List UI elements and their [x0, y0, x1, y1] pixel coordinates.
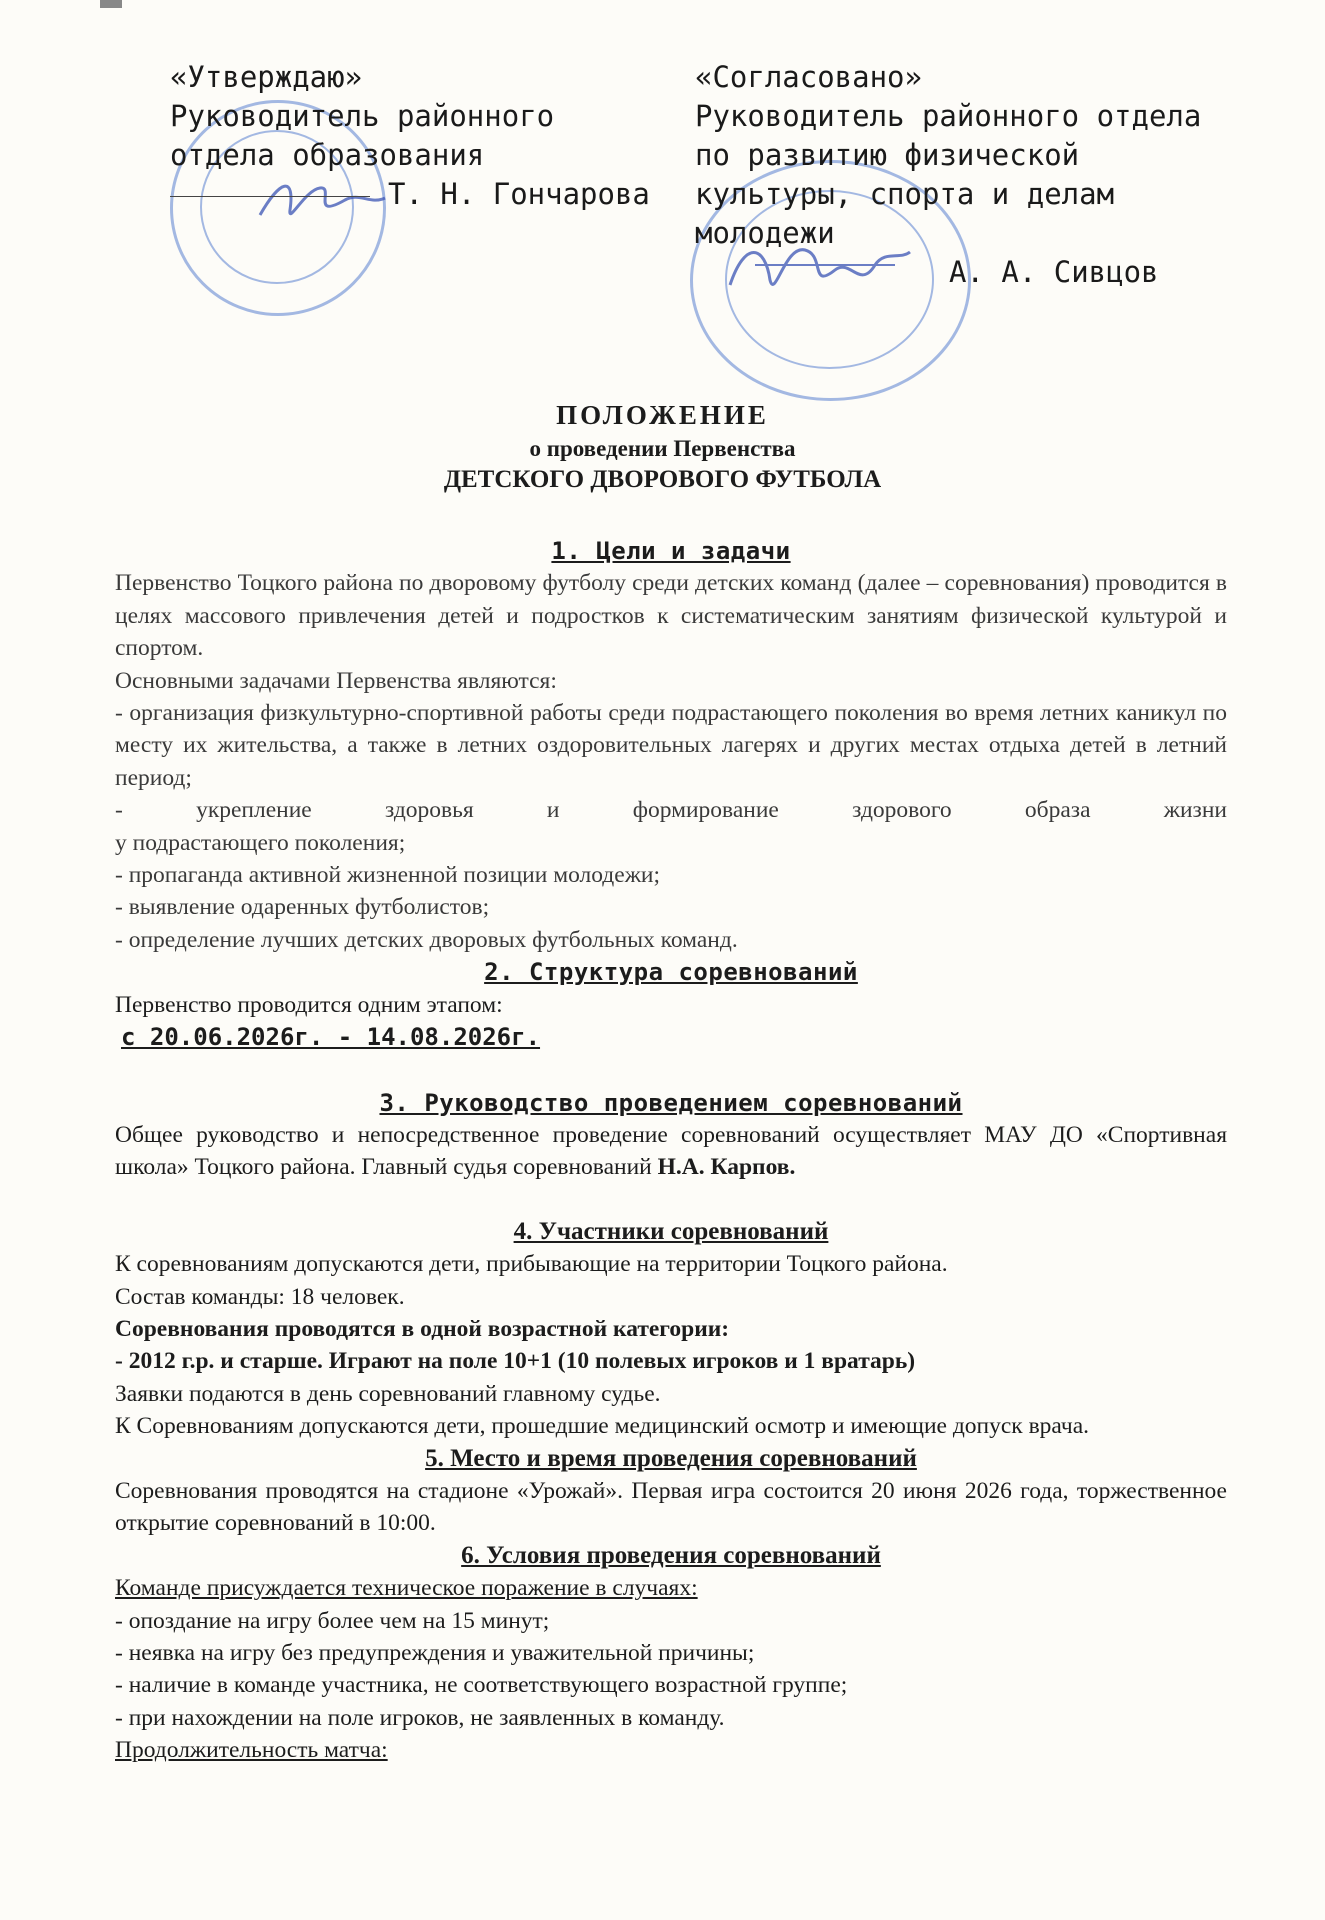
section-6-item-4: - при нахождении на поле игроков, не заявленных в команду.: [115, 1704, 725, 1731]
section-1-heading: 1. Цели и задачи: [551, 537, 791, 565]
section-2-heading: 2. Структура соревнований: [484, 958, 858, 987]
approve-department: отдела образования: [170, 138, 485, 172]
section-1-item-3: - пропаганда активной жизненной позиции молодежи;: [115, 862, 661, 889]
section-4-heading: 4. Участники соревнований: [513, 1217, 829, 1245]
approve-name: Т. Н. Гончарова: [388, 177, 650, 211]
agree-department-3: молодежи: [695, 216, 835, 250]
document-title: ПОЛОЖЕНИЕ: [556, 400, 769, 430]
section-5-text: Соревнования проводятся на стадионе «Урожай». Первая игра состоится 20 июня 2026 года, торжественное открытие соревнований в 10:00.: [115, 1477, 1227, 1537]
agree-department-2: культуры, спорта и делам: [695, 177, 1115, 211]
section-6-item-2: - неявка на игру без предупреждения и уважительной причины;: [115, 1640, 755, 1666]
section-3-text: Общее руководство и непосредственное проведение соревнований осуществляет МАУ ДО «Спортивная школа» Тоцкого района. Главный судья соревнований: [115, 1121, 1227, 1181]
approve-position: Руководитель районного: [170, 99, 555, 133]
scan-mark: [100, 0, 122, 8]
section-4-line-1: К соревнованиям допускаются дети, прибывающие на территории Тоцкого района.: [115, 1251, 948, 1278]
section-1-item-2b: у подрастающего поколения;: [115, 829, 406, 856]
section-6-heading: 6. Условия проведения соревнований: [461, 1541, 881, 1569]
document-body: [115, 535, 1227, 1767]
document-subtitle-main: ДЕТСКОГО ДВОРОВОГО ФУТБОЛА: [443, 466, 882, 493]
spacer: [115, 1055, 1227, 1087]
approval-block-right: [695, 58, 1255, 292]
section-4-line-5: Заявки подаются в день соревнований главному судье.: [115, 1380, 661, 1407]
section-1-item-2a: - укрепление здоровья и формирование здорового образа жизни: [115, 797, 1227, 824]
section-1-item-4: - выявление одаренных футболистов;: [115, 894, 490, 921]
section-3-judge: Н.А. Карпов.: [657, 1154, 796, 1181]
section-6-duration: Продолжительность матча:: [115, 1737, 388, 1764]
agree-name: А. А. Сивцов: [949, 255, 1159, 289]
agree-position: Руководитель районного отдела: [695, 99, 1202, 133]
section-3-heading: 3. Руководство проведением соревнований: [379, 1088, 963, 1117]
section-4-line-4: - 2012 г.р. и старше. Играют на поле 10+1 (10 полевых игроков и 1 вратарь): [115, 1348, 916, 1375]
signature-line: [170, 195, 370, 197]
section-6-item-3: - наличие в команде участника, не соответствующего возрастной группе;: [115, 1672, 848, 1699]
section-6-label: Команде присуждается техническое поражение в случаях:: [115, 1575, 698, 1602]
section-1-intro: Первенство Тоцкого района по дворовому футболу среди детских команд (далее – соревнования) проводится в целях массового привлечения детей и подростков к систематическим занятиям физической культурой и спортом.: [115, 570, 1227, 662]
agree-department-1: по развитию физической: [695, 138, 1080, 172]
section-1-tasks-label: Основными задачами Первенства являются:: [115, 667, 557, 694]
section-6-item-1: - опоздание на игру более чем на 15 минут;: [115, 1607, 550, 1634]
section-1-item-5: - определение лучших детских дворовых футбольных команд.: [115, 926, 738, 953]
approval-block-left: [170, 58, 690, 214]
section-2-dates: с 20.06.2026г. - 14.08.2026г.: [121, 1023, 541, 1052]
section-1-item-1: - организация физкультурно-спортивной работы среди подрастающего поколения во время летних каникул по месту их жительства, а также в летних оздоровительных лагерях и других местах отдыха детей в летний период;: [115, 700, 1227, 791]
section-2-text: Первенство проводится одним этапом:: [115, 991, 503, 1018]
document-subtitle: о проведении Первенства: [529, 436, 796, 461]
section-5-heading: 5. Место и время проведения соревнований: [425, 1444, 917, 1472]
section-4-line-2: Состав команды: 18 человек.: [115, 1283, 405, 1310]
section-4-line-6: К Соревнованиям допускаются дети, прошедшие медицинский осмотр и имеющие допуск врача.: [115, 1413, 1090, 1440]
agree-title: «Согласовано»: [695, 60, 922, 94]
approve-title: «Утверждаю»: [170, 60, 363, 94]
spacer: [115, 1184, 1227, 1216]
section-4-line-3: Соревнования проводятся в одной возрастной категории:: [115, 1315, 730, 1342]
